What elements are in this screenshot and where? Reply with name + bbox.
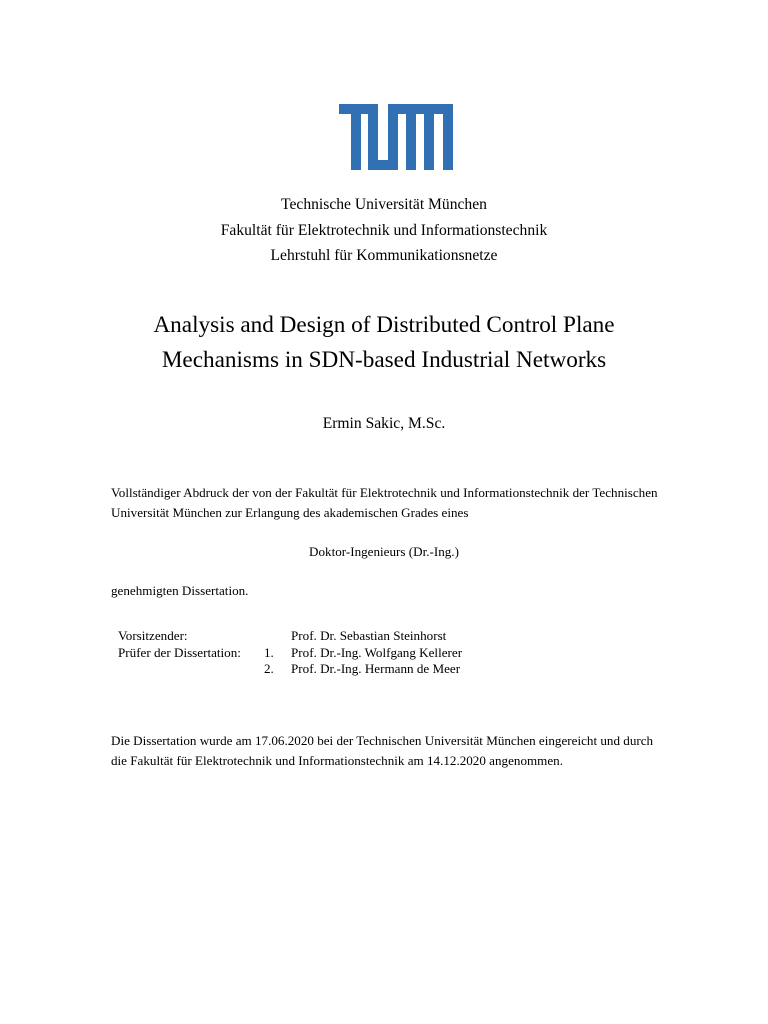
committee-row-examiner-2 [118, 661, 462, 678]
examiner-name: Prof. Dr.-Ing. Hermann de Meer [291, 661, 461, 676]
title-line-1: Analysis and Design of Distributed Control Plane [153, 312, 615, 338]
dissertation-title [0, 308, 768, 378]
examiners-role: Prüfer der Dissertation: [118, 644, 241, 660]
chair-name: Prof. Dr. Sebastian Steinhorst [291, 628, 447, 643]
degree-title: Doktor-Ingenieurs (Dr.-Ing.) [309, 544, 459, 559]
committee-row-examiner-1 [118, 645, 462, 662]
committee-table [118, 628, 462, 678]
approval-text: genehmigten Dissertation. [111, 583, 249, 598]
submission-line-1: Die Dissertation wurde am 17.06.2020 bei der Technischen Universität München eingereicht und durch [111, 733, 654, 748]
statement-paragraph [111, 483, 691, 523]
title-line-2: Mechanisms in SDN-based Industrial Networks [161, 347, 607, 373]
faculty-name: Fakultät für Elektrotechnik und Informationstechnik [220, 221, 548, 239]
committee-row-chair [118, 628, 462, 645]
chair-role: Vorsitzender: [118, 628, 188, 643]
institution-block [0, 192, 768, 269]
university-name: Technische Universität München [281, 196, 487, 213]
submission-line-2: die Fakultät für Elektrotechnik und Informationstechnik am 14.12.2020 angenommen. [111, 753, 563, 768]
submission-paragraph [111, 731, 691, 771]
examiner-num: 1. [264, 644, 274, 660]
statement-line-1: Vollständiger Abdruck der von der Fakultät für Elektrotechnik und Informationstechnik der Technischen [111, 485, 658, 500]
examiners-role-empty [118, 661, 264, 678]
examiner-num: 2. [264, 661, 274, 676]
chair-name: Lehrstuhl für Kommunikationsnetze [270, 247, 498, 264]
statement-line-2: Universität München zur Erlangung des akademischen Grades eines [111, 505, 469, 520]
author-name: Ermin Sakic, M.Sc. [322, 415, 446, 432]
examiner-name: Prof. Dr.-Ing. Wolfgang Kellerer [291, 644, 463, 660]
chair-num [264, 628, 291, 645]
tum-logo-icon [339, 104, 453, 170]
